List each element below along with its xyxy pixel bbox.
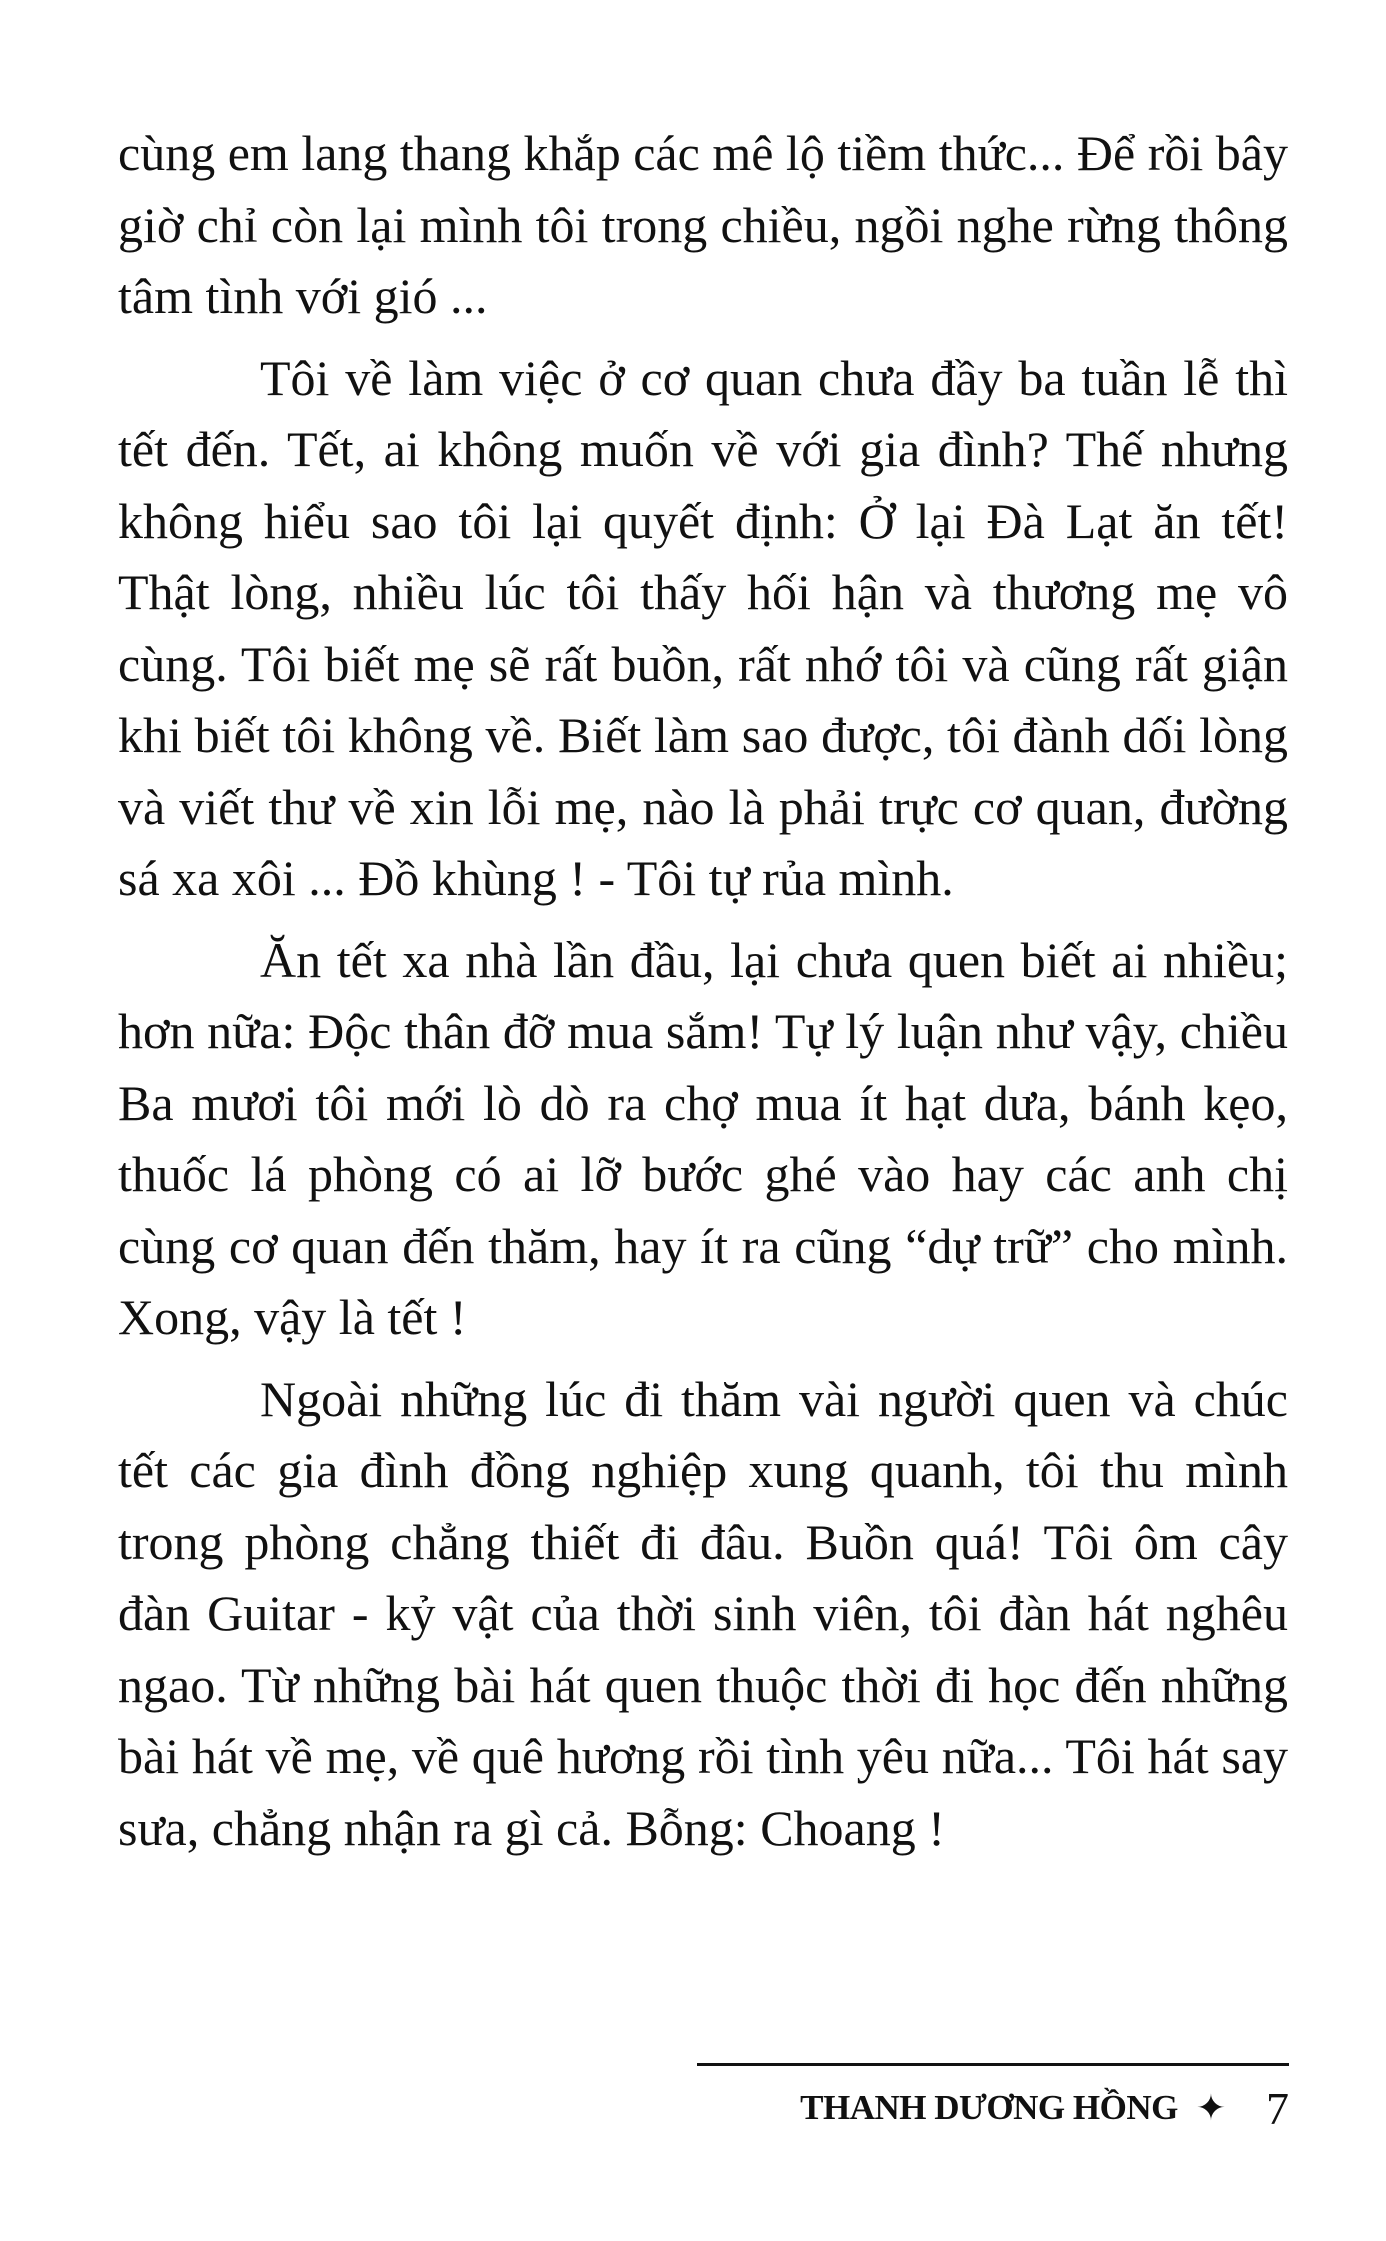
paragraph-2: Tôi về làm việc ở cơ quan chưa đầy ba tuần lễ thì tết đến. Tết, ai không muốn về với gia đình? Thế nhưng không hiểu sao tôi lại quyết định: Ở lại Đà Lạt ăn tết! Thật lòng, nhiều lúc tôi thấy hối hận và thương mẹ vô cùng. Tôi biết mẹ sẽ rất buồn, rất nhớ tôi và cũng rất giận khi biết tôi không về. Biết làm sao được, tôi đành dối lòng và viết thư về xin lỗi mẹ, nào là phải trực cơ quan, đường sá xa xôi ... Đồ khùng ! - Tôi tự rủa mình. [118,349,1288,906]
page-number: 7 [1266,2082,1289,2134]
footer-divider [697,2063,1289,2066]
paragraph-3: Ăn tết xa nhà lần đầu, lại chưa quen biết ai nhiều; hơn nữa: Độc thân đỡ mua sắm! Tự lý luận như vậy, chiều Ba mươi tôi mới lò dò ra chợ mua ít hạt dưa, bánh kẹo, thuốc lá phòng có ai lỡ bước ghé vào hay các anh chị cùng cơ quan đến thăm, hay ít ra cũng “dự trữ” cho mình. Xong, vậy là tết ! [118,931,1288,1345]
body-text [118,118,1288,1874]
page-footer [697,2073,1289,2143]
paragraph-4: Ngoài những lúc đi thăm vài người quen và chúc tết các gia đình đồng nghiệp xung quanh, tôi thu mình trong phòng chẳng thiết đi đâu. Buồn quá! Tôi ôm cây đàn Guitar - kỷ vật của thời sinh viên, tôi đàn hát nghêu ngao. Từ những bài hát quen thuộc thời đi học đến những bài hát về mẹ, về quê hương rồi tình yêu nữa... Tôi hát say sưa, chẳng nhận ra gì cả. Bỗng: Choang ! [118,1370,1288,1856]
paragraph-1: cùng em lang thang khắp các mê lộ tiềm thức... Để rồi bây giờ chỉ còn lại mình tôi trong chiều, ngồi nghe rừng thông tâm tình với gió ... [118,125,1288,324]
author-name: THANH DƯƠNG HỒNG [800,2088,1178,2127]
star-ornament-icon: ✦ [1195,2088,1226,2128]
